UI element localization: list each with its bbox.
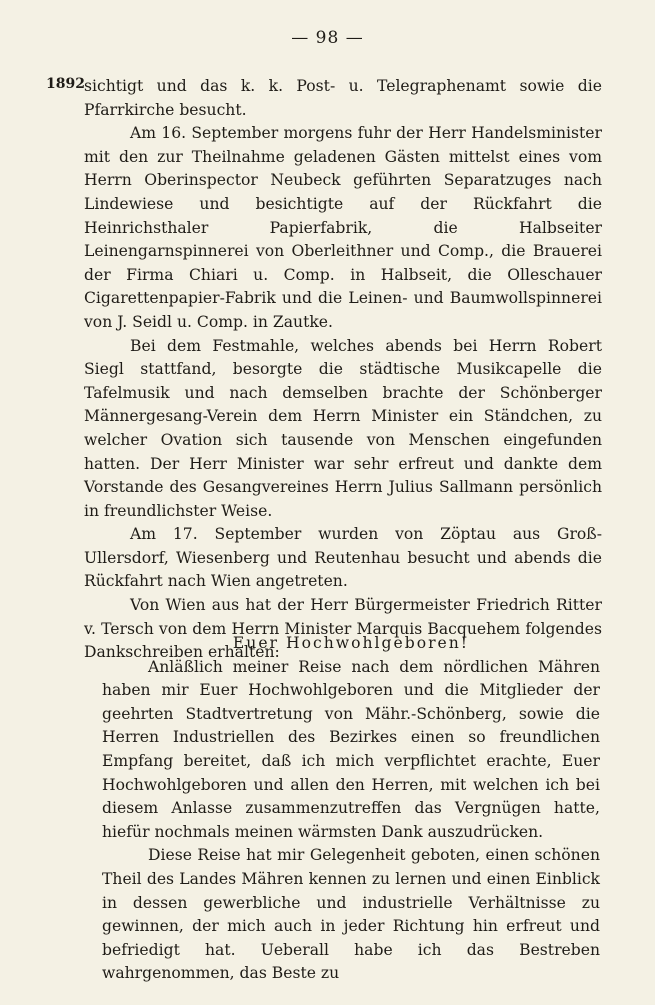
paragraph: Am 16. September morgens fuhr der Herr Handelsminister mit den zur Theilnahme geladenen Gästen mittelst eines vom Herrn Oberinspector Neubeck geführten Separatzuges nach Lindewiese und besichtigte auf der Rückfahrt die Heinrichsthaler Papierfabrik, die Halbseiter Leinengarnspinnerei von Oberleithner und Comp., die Brauerei der Firma Chiari u. Comp. in Halbseit, die Olleschauer Cigarettenpapier-Fabrik und die Leinen- und Baumwollspinnerei von J. Seidl u. Comp. in Zautke. <box>84 124 602 331</box>
body-text <box>84 75 602 665</box>
letter-salutation: Euer Hochwohlgeboren! <box>232 634 470 652</box>
paragraph: Bei dem Festmahle, welches abends bei Herrn Robert Siegl stattfand, besorgte die städtische Musikcapelle die Tafelmusik und nach demselben brachte der Schönberger Männergesang-Verein dem Herrn Minister ein Ständchen, zu welcher Ovation sich tausende von Menschen eingefunden hatten. Der Herr Minister war sehr erfreut und dankte dem Vorstande des Gesangvereines Herrn Julius Sallmann persönlich in freundlichster Weise. <box>84 336 602 520</box>
paragraph: sichtigt und das k. k. Post- u. Telegraphenamt sowie die Pfarrkirche besucht. <box>84 77 602 119</box>
paragraph: Am 17. September wurden von Zöptau aus Groß-Ullersdorf, Wiesenberg und Reutenhau besucht und abends die Rückfahrt nach Wien angetreten. <box>84 525 602 591</box>
letter-paragraph: Diese Reise hat mir Gelegenheit geboten, einen schönen Theil des Landes Mähren kennen zu lernen und einen Einblick in dessen gewerbliche und industrielle Verhältnisse zu gewinnen, der mich auch in jeder Richtung hin erfreut und befriedigt hat. Ueberall habe ich das Bestreben wahrgenommen, das Beste zu <box>102 846 600 983</box>
year-marker: 1892 <box>46 76 85 92</box>
letter <box>102 632 600 986</box>
paragraph: Von Wien aus hat der Herr Bürgermeister Friedrich Ritter v. Tersch von dem Herrn Minister Marquis Bacquehem folgendes Dankschreiben erhalten: <box>84 596 602 662</box>
page-number: — 98 — <box>291 28 364 48</box>
letter-paragraph: Anläßlich meiner Reise nach dem nördlichen Mähren haben mir Euer Hochwohlgeboren und die Mitglieder der geehrten Stadtvertretung von Mähr.-Schönberg, sowie die Herren Industriellen des Bezirkes einen so freundlichen Empfang bereitet, daß ich mich verpflichtet erachte, Euer Hochwohlgeboren und allen den Herren, mit welchen ich bei diesem Anlasse zusammenzutreffen das Vergnügen hatte, hiefür nochmals meinen wärmsten Dank auszudrücken. <box>102 657 600 841</box>
